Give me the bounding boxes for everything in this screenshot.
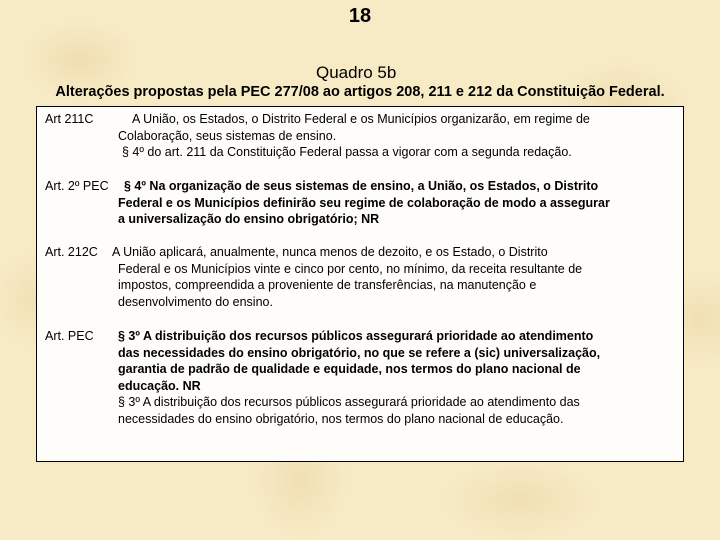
entry-art-2-pec bbox=[45, 178, 675, 228]
entry-content bbox=[118, 111, 675, 161]
entry-line: Federal e os Municípios definirão seu regime de colaboração de modo a assegurar bbox=[118, 195, 610, 210]
entry-paragraph: § 4º do art. 211 da Constituição Federal passa a vigorar com a segunda redação. bbox=[122, 145, 572, 159]
table-title: Quadro 5b bbox=[316, 63, 397, 82]
entry-line: garantia de padrão de qualidade e equidade, nos termos do plano nacional de bbox=[118, 362, 581, 376]
entry-label: Art. 2º PEC bbox=[45, 179, 109, 193]
entry-line: Colaboração, seus sistemas de ensino. bbox=[118, 128, 337, 143]
entry-line: impostos, compreendida a proveniente de transferências, na manutenção e bbox=[118, 278, 537, 292]
entry-line: desenvolvimento do ensino. bbox=[118, 294, 273, 309]
entry-label: Art. PEC bbox=[45, 329, 94, 343]
entry-content bbox=[118, 178, 675, 228]
entry-line: A União aplicará, anualmente, nunca menos de dezoito, e os Estado, o Distrito bbox=[112, 245, 548, 259]
entry-line: das necessidades do ensino obrigatório, no que se refere a (sic) universalização, bbox=[118, 345, 601, 360]
entry-line: a universalização do ensino obrigatório; NR bbox=[118, 212, 380, 226]
entry-line: § 4º Na organização de seus sistemas de ensino, a União, os Estados, o Distrito bbox=[124, 179, 599, 193]
entry-line: Federal e os Municípios vinte e cinco por cento, no mínimo, da receita resultante de bbox=[118, 261, 583, 276]
entry-line: A União, os Estados, o Distrito Federal e os Municípios organizarão, em regime de bbox=[132, 112, 590, 126]
entry-art-212c bbox=[45, 244, 675, 310]
entry-line: § 3º A distribuição dos recursos públicos assegurará prioridade ao atendimento das bbox=[118, 395, 580, 409]
amendments-table bbox=[36, 106, 684, 462]
entry-content bbox=[112, 244, 675, 310]
entry-art-pec bbox=[45, 328, 675, 427]
entry-label: Art 211C bbox=[45, 112, 94, 126]
entry-line: necessidades do ensino obrigatório, nos termos do plano nacional de educação. bbox=[118, 411, 564, 426]
entry-label: Art. 212C bbox=[45, 245, 98, 259]
entry-content bbox=[118, 328, 675, 427]
entry-line: educação. NR bbox=[118, 378, 201, 393]
entry-art-211c bbox=[45, 111, 675, 161]
page-number: 18 bbox=[348, 5, 372, 27]
entry-line: § 3º A distribuição dos recursos públicos assegurará prioridade ao atendimento bbox=[118, 329, 594, 343]
table-subtitle: Alterações propostas pela PEC 277/08 ao artigos 208, 211 e 212 da Constituição Federal. bbox=[55, 84, 665, 100]
